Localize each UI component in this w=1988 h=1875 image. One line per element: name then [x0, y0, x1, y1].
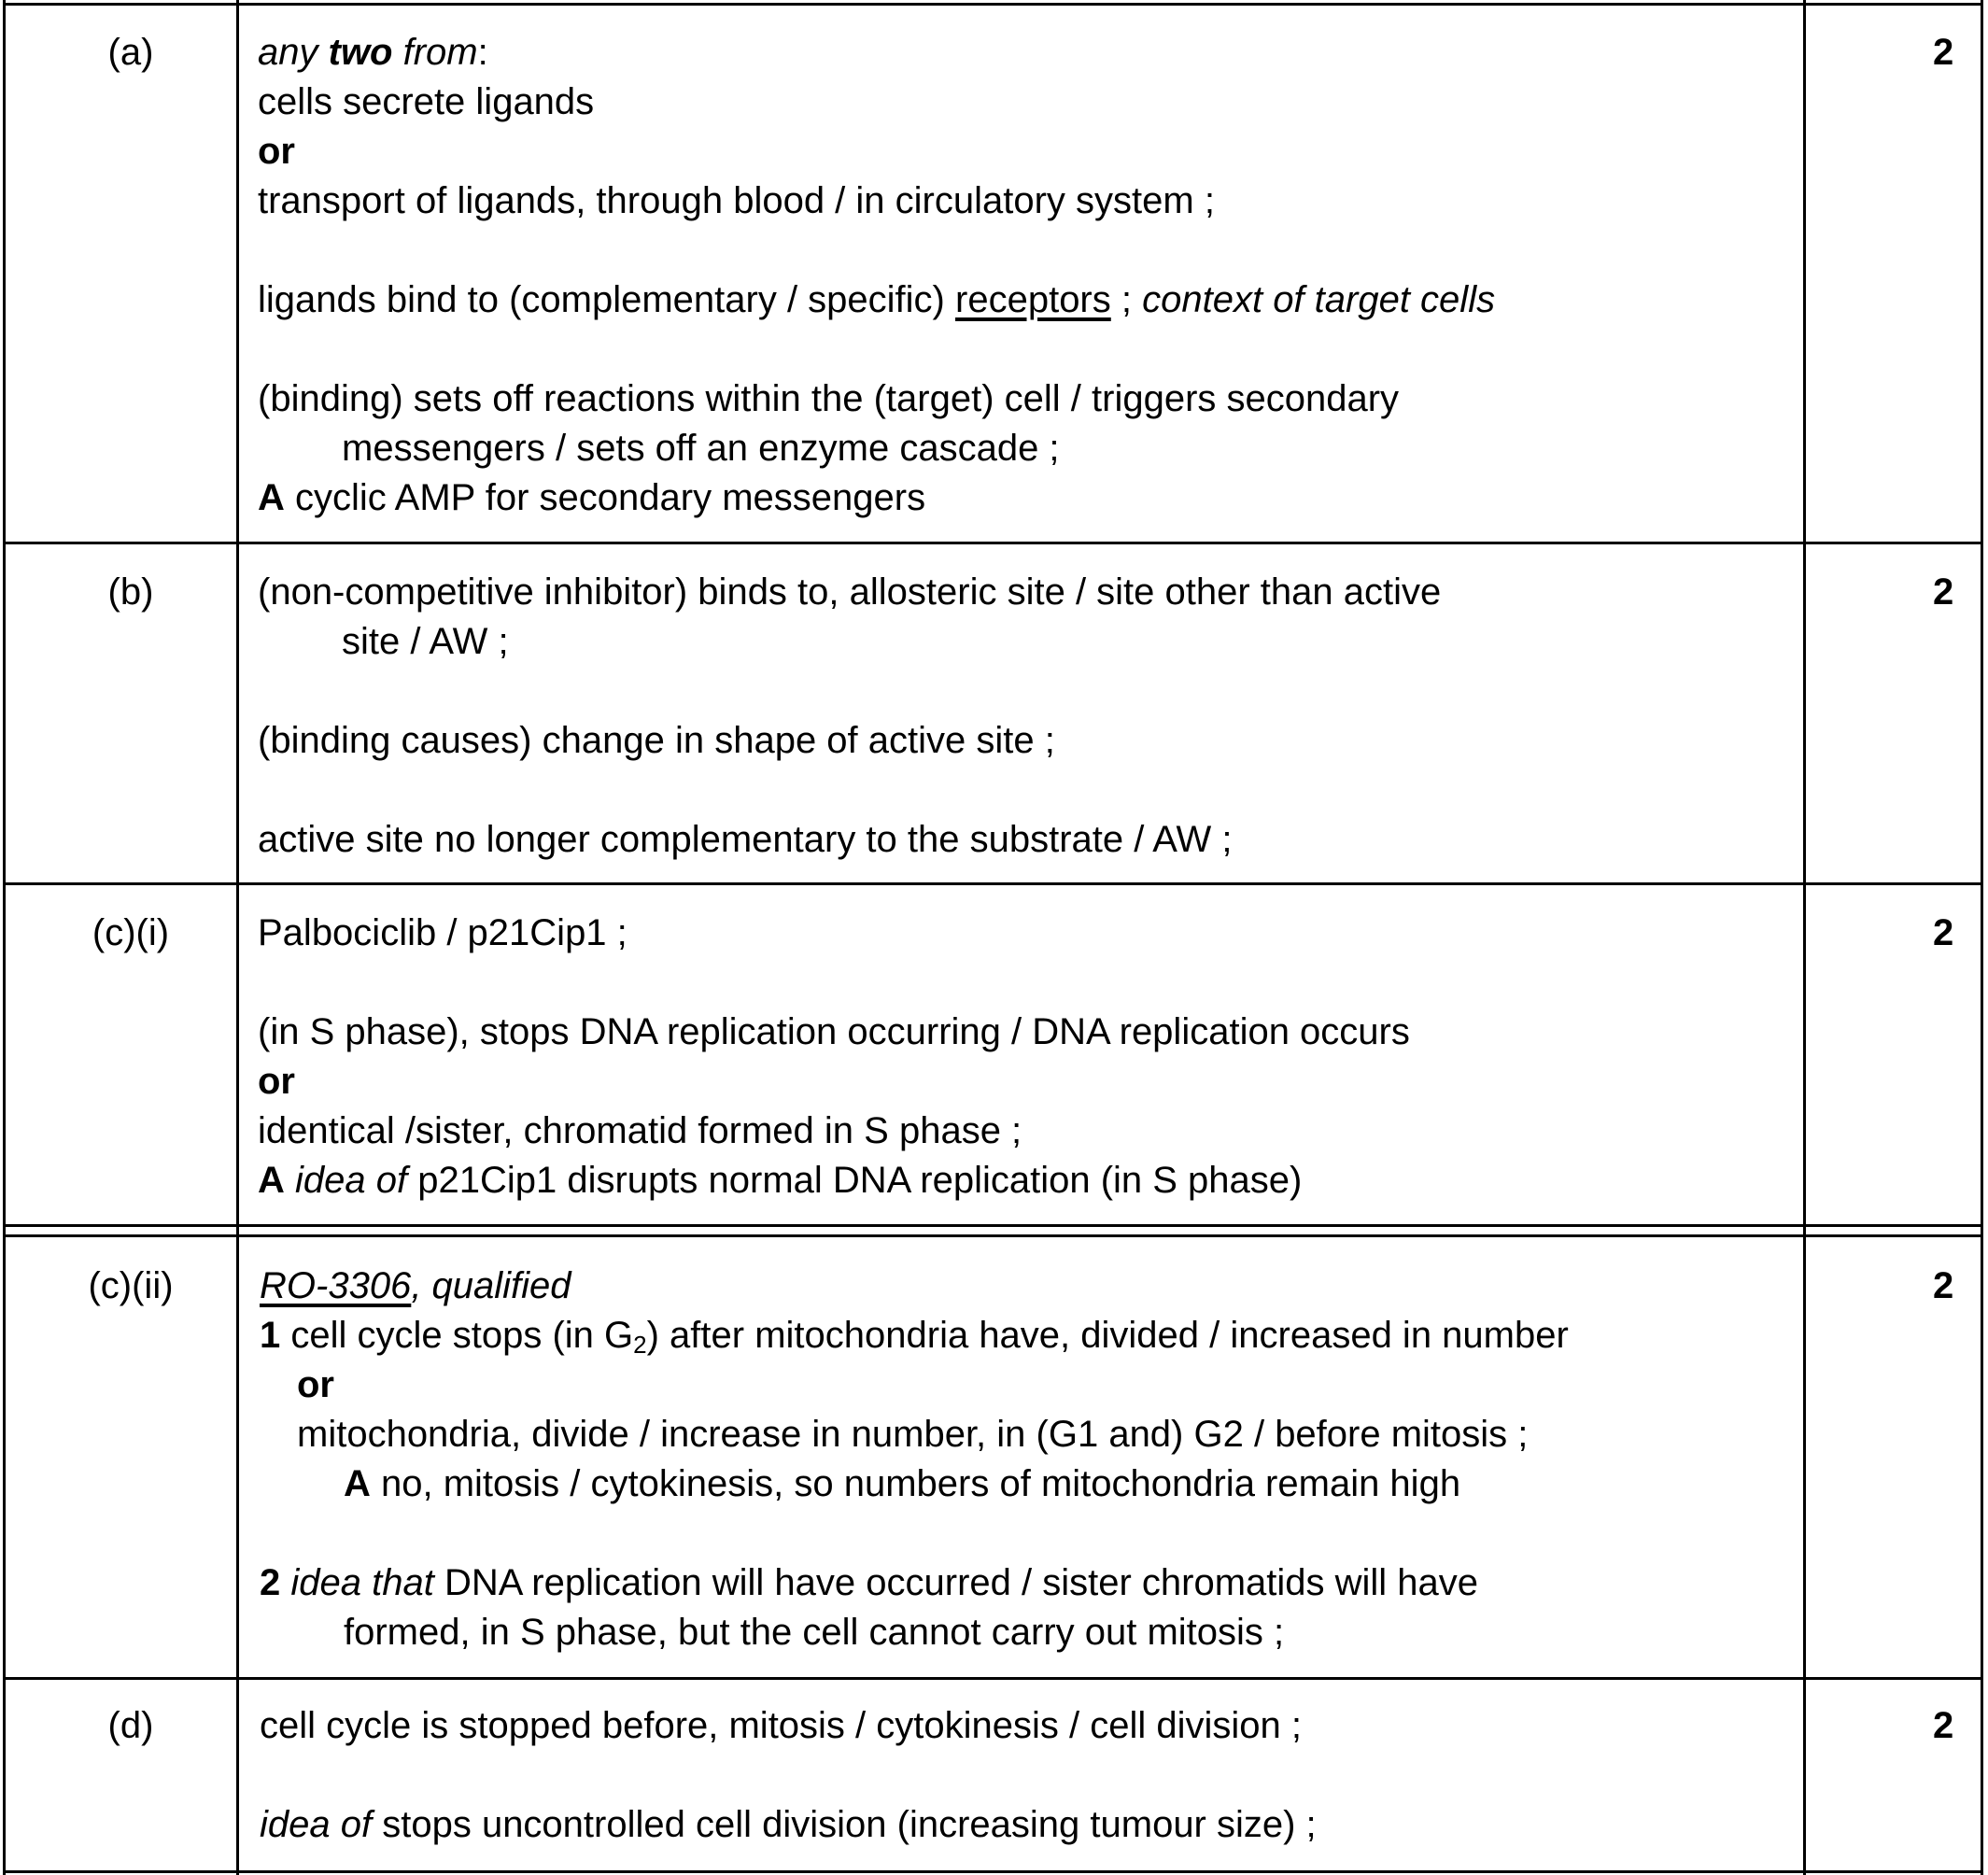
- marks-value: 2: [1933, 912, 1954, 953]
- answer-line: cells secrete ligands: [258, 81, 595, 122]
- question-number: (b): [107, 571, 154, 613]
- answer-line: 1 cell cycle stops (in $G_2$) after mitochondria have, divided / increased in number: [260, 1315, 1569, 1359]
- question-number: (a): [107, 32, 154, 73]
- answer-line: A idea of p21Cip1 disrupts normal DNA replication (in S phase): [258, 1160, 1303, 1201]
- answer-line: identical /sister, chromatid formed in S phase ;: [258, 1110, 1022, 1151]
- answer-line: (binding causes) change in shape of active site ;: [258, 720, 1055, 761]
- answer-line: Palbociclib / p21Cip1 ;: [258, 912, 627, 953]
- answer-line: or: [258, 131, 295, 172]
- mark-scheme-answer: [258, 28, 1495, 523]
- row-divider: [3, 1224, 1982, 1227]
- answer-line: idea of stops uncontrolled cell division (increasing tumour size) ;: [260, 1804, 1317, 1845]
- answer-line: ligands bind to (complementary / specific) receptors ; context of target cells: [258, 279, 1496, 320]
- answer-line: formed, in S phase, but the cell cannot carry out mitosis ;: [344, 1612, 1285, 1653]
- answer-line: 2 idea that DNA replication will have occurred / sister chromatids will have: [260, 1562, 1479, 1603]
- marks-value: 2: [1933, 571, 1954, 613]
- answer-line: (non-competitive inhibitor) binds to, allosteric site / site other than active: [258, 571, 1442, 613]
- table-border-top: [3, 3, 1982, 6]
- mark-scheme-answer: [258, 909, 1410, 1205]
- marks-value: 2: [1933, 32, 1954, 73]
- row-divider: [3, 1234, 1982, 1237]
- row-divider: [3, 542, 1982, 544]
- question-number: (c)(i): [92, 912, 170, 953]
- answer-line: or: [258, 1061, 295, 1102]
- marks-value: 2: [1933, 1265, 1954, 1306]
- answer-line: RO-3306, qualified: [260, 1265, 571, 1306]
- mark-scheme-answer: [258, 568, 1441, 865]
- answer-line: (in S phase), stops DNA replication occurring / DNA replication occurs: [258, 1011, 1410, 1052]
- answer-line: cell cycle is stopped before, mitosis / cytokinesis / cell division ;: [260, 1705, 1302, 1746]
- row-divider: [3, 1677, 1982, 1680]
- question-number: (d): [107, 1705, 154, 1746]
- question-number: (c)(ii): [88, 1265, 174, 1306]
- answer-line: any two from:: [258, 32, 488, 73]
- column-divider: [1803, 0, 1806, 1875]
- mark-scheme-answer: [260, 1262, 1569, 1657]
- answer-line: active site no longer complementary to the substrate / AW ;: [258, 819, 1233, 860]
- answer-line: site / AW ;: [342, 621, 509, 662]
- answer-line: A cyclic AMP for secondary messengers: [258, 477, 926, 518]
- table-border-right: [1981, 0, 1983, 1875]
- row-divider: [3, 882, 1982, 885]
- marks-value: 2: [1933, 1705, 1954, 1746]
- answer-line: mitochondria, divide / increase in number, in (G1 and) G2 / before mitosis ;: [297, 1414, 1529, 1455]
- answer-line: transport of ligands, through blood / in circulatory system ;: [258, 180, 1215, 221]
- mark-scheme-answer: [260, 1701, 1317, 1850]
- table-border-bottom: [3, 1870, 1982, 1873]
- answer-line: or: [297, 1364, 334, 1405]
- table-border-left: [3, 0, 6, 1875]
- column-divider: [236, 0, 239, 1875]
- answer-line: (binding) sets off reactions within the (target) cell / triggers secondary: [258, 378, 1400, 419]
- answer-line: messengers / sets off an enzyme cascade ;: [342, 428, 1060, 469]
- answer-line: A no, mitosis / cytokinesis, so numbers of mitochondria remain high: [344, 1463, 1461, 1504]
